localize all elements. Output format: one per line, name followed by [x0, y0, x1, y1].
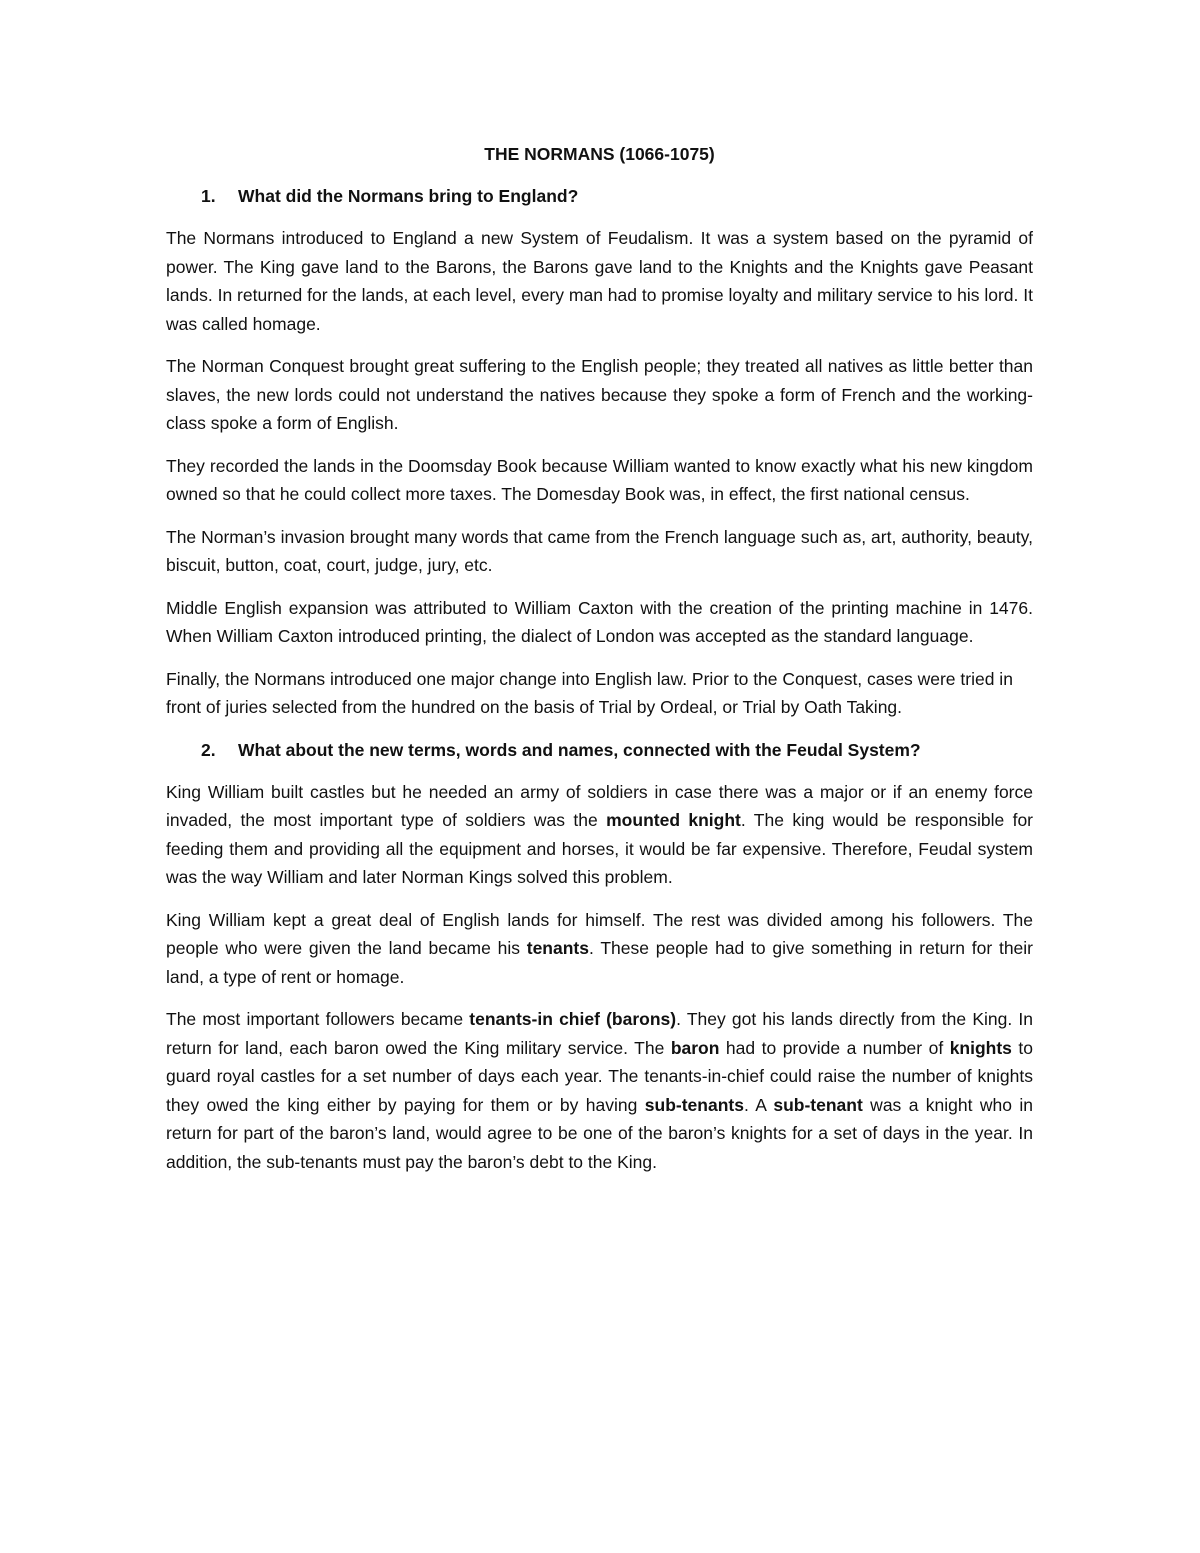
text-span: King William kept a great deal of English lands for himself. The rest was divided among his followers. The people who were given the land became his: [166, 909, 1033, 958]
bold-term: sub-tenants: [644, 1094, 744, 1115]
text-span: The most important followers became: [166, 1009, 470, 1029]
bold-term: tenants-in chief (barons): [469, 1009, 677, 1029]
bold-term: mounted knight: [606, 810, 741, 830]
paragraph-tenants: [166, 906, 1033, 992]
document-body: [166, 140, 1033, 1190]
paragraph-french-words: The Norman’s invasion brought many words that came from the French language such as, art, authority, beauty, biscuit, button, coat, court, judge, jury, etc.: [166, 526, 1033, 575]
paragraph-castles: [166, 778, 1033, 892]
text-span: . The king would be responsible for feeding them and providing all the equipment and horses, it would be far expensive. Therefore, Feudal system was the way William and later Norman Kings solved this problem.: [166, 810, 1034, 887]
question-2-number: 2.: [201, 739, 216, 760]
bold-term: tenants: [526, 938, 589, 958]
text-span: . These people had to give something in return for their land, a type of rent or homage.: [166, 938, 1033, 987]
question-1: [166, 182, 1033, 210]
question-2-text: What about the new terms, words and names, connected with the Feudal System?: [238, 739, 921, 760]
paragraph-feudalism: The Normans introduced to England a new System of Feudalism. It was a system based on the pyramid of power. The King gave land to the Barons, the Barons gave land to the Knights and the Knights gave Peasant lands. In returned for the lands, at each level, every man had to promise loyalty and military service to his lord. It was called homage.: [166, 228, 1033, 334]
text-span: had to provide a number of: [719, 1037, 950, 1058]
text-span: . They got his lands directly from the King. In return for land, each baron owed the King military service. The: [166, 1009, 1033, 1058]
paragraph-english-law: Finally, the Normans introduced one major change into English law. Prior to the Conquest, cases were tried in front of juries selected from the hundred on the basis of Trial by Ordeal, or Trial by Oath Taking.: [166, 668, 1013, 717]
bold-term: baron: [670, 1037, 720, 1058]
text-span: . A: [743, 1094, 774, 1115]
bold-term: sub-tenant: [773, 1094, 863, 1115]
question-1-number: 1.: [201, 186, 216, 206]
paragraph-conquest: The Norman Conquest brought great suffering to the English people; they treated all natives as little better than slaves, the new lords could not understand the natives because they spoke a form of French and the working-class spoke a form of English.: [166, 356, 1033, 433]
text-span: to guard royal castles for a set number of days each year. The tenants-in-chief could raise the number of knights they owed the king either by paying for them or by having: [166, 1037, 1033, 1115]
paragraph-domesday: They recorded the lands in the Doomsday Book because William wanted to know exactly what his new kingdom owned so that he could collect more taxes. The Domesday Book was, in effect, the first national census.: [166, 455, 1033, 504]
document-title: THE NORMANS (1066-1075): [484, 144, 715, 164]
bold-term: knights: [949, 1037, 1012, 1058]
question-2: [166, 736, 1033, 764]
text-span: King William built castles but he needed an army of soldiers in case there was a major or if an enemy force invaded, the most important type of soldiers was the: [166, 781, 1033, 830]
text-span: was a knight who in return for part of the baron’s land, would agree to be one of the baron’s knights for a set of days in the year. In addition, the sub-tenants must pay the baron’s debt to the King.: [166, 1094, 1034, 1172]
question-1-text: What did the Normans bring to England?: [238, 186, 579, 206]
paragraph-barons: [166, 1005, 1033, 1176]
paragraph-caxton: Middle English expansion was attributed to William Caxton with the creation of the printing machine in 1476. When William Caxton introduced printing, the dialect of London was accepted as the standard language.: [166, 597, 1033, 646]
